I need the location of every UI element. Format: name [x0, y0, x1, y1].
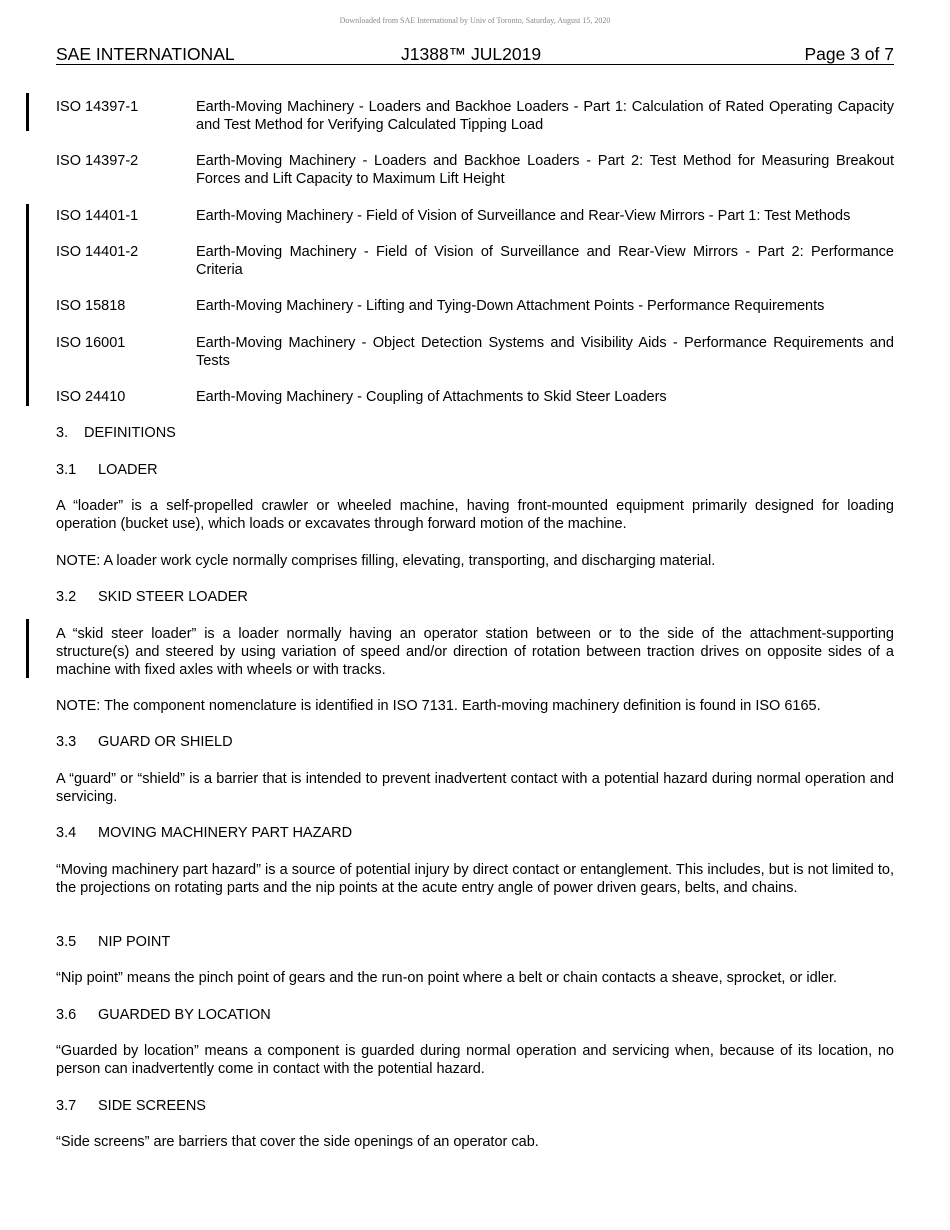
definition-text: “Nip point” means the pinch point of gears and the run-on point where a belt or chain contacts a sheave, sprocket, or idler.	[56, 970, 838, 986]
definition-number: 3.7	[56, 1098, 77, 1114]
reference-code: ISO 15818	[56, 298, 126, 314]
reference-code: ISO 14401-1	[56, 208, 139, 224]
reference-item	[56, 207, 894, 225]
reference-item	[56, 297, 894, 315]
definition-number: 3.6	[56, 1007, 77, 1023]
definition-title: GUARD OR SHIELD	[98, 734, 233, 750]
page-header	[56, 44, 894, 65]
definition-heading	[56, 1006, 271, 1024]
definition-heading	[56, 1097, 206, 1115]
reference-title: Earth-Moving Machinery - Field of Vision of Surveillance and Rear-View Mirrors - Part 1: Test Methods	[196, 208, 851, 224]
reference-item	[56, 98, 894, 134]
definition-note: NOTE: The component nomenclature is identified in ISO 7131. Earth-moving machinery definition is found in ISO 6165.	[56, 698, 821, 714]
definition-title: LOADER	[98, 462, 158, 478]
reference-item	[56, 388, 894, 406]
definition-number: 3.5	[56, 934, 77, 950]
download-watermark: Downloaded from SAE International by Univ of Toronto, Saturday, August 15, 2020	[339, 16, 611, 25]
change-bar	[26, 204, 29, 406]
reference-title: Earth-Moving Machinery - Coupling of Attachments to Skid Steer Loaders	[196, 389, 667, 405]
definition-title: NIP POINT	[98, 934, 171, 950]
definition-title: SIDE SCREENS	[98, 1098, 206, 1114]
section-number: 3.	[56, 425, 69, 441]
section-title: DEFINITIONS	[84, 425, 176, 441]
reference-title: Earth-Moving Machinery - Object Detection Systems and Visibility Aids - Performance Requirements and Tests	[196, 335, 894, 369]
reference-item	[56, 152, 894, 188]
definition-title: SKID STEER LOADER	[98, 589, 248, 605]
definition-number: 3.2	[56, 589, 77, 605]
header-page-label: Page 3 of 7	[804, 44, 894, 64]
definition-heading	[56, 933, 170, 951]
definition-note: NOTE: A loader work cycle normally comprises filling, elevating, transporting, and discharging material.	[56, 553, 716, 569]
change-bar	[26, 619, 29, 678]
definition-heading	[56, 733, 233, 751]
reference-code: ISO 14397-2	[56, 153, 139, 169]
reference-title: Earth-Moving Machinery - Field of Vision of Surveillance and Rear-View Mirrors - Part 2: Performance Criteria	[196, 244, 894, 278]
reference-code: ISO 16001	[56, 335, 126, 351]
definition-heading	[56, 588, 248, 606]
reference-title: Earth-Moving Machinery - Loaders and Backhoe Loaders - Part 1: Calculation of Rated Operating Capacity and Test Method for Verifying Calculated Tipping Load	[196, 99, 894, 133]
header-document-id: J1388™ JUL2019	[401, 44, 542, 64]
definition-text: A “guard” or “shield” is a barrier that is intended to prevent inadvertent contact with a potential hazard during normal operation and servicing.	[56, 771, 894, 805]
definition-number: 3.3	[56, 734, 77, 750]
definition-text: “Guarded by location” means a component is guarded during normal operation and servicing when, because of its location, no person can inadvertently come in contact with the potential hazard.	[56, 1043, 894, 1077]
reference-code: ISO 24410	[56, 389, 126, 405]
definition-heading	[56, 461, 158, 479]
reference-item	[56, 243, 894, 279]
reference-item	[56, 334, 894, 370]
definition-heading	[56, 824, 352, 842]
definition-number: 3.4	[56, 825, 77, 841]
section-heading	[56, 424, 176, 442]
reference-title: Earth-Moving Machinery - Lifting and Tying-Down Attachment Points - Performance Requirements	[196, 298, 825, 314]
reference-code: ISO 14397-1	[56, 99, 139, 115]
definition-text: “Side screens” are barriers that cover the side openings of an operator cab.	[56, 1134, 539, 1150]
header-organization: SAE INTERNATIONAL	[56, 44, 235, 64]
definition-text: A “skid steer loader” is a loader normally having an operator station between or to the side of the attachment-supporting structure(s) and steered by using variation of speed and/or direction of rotation between traction drives on opposite sides of a machine with fixed axles with wheels or with tracks.	[56, 626, 894, 678]
definition-text: “Moving machinery part hazard” is a source of potential injury by direct contact or entanglement. This includes, but is not limited to, the projections on rotating parts and the nip points at the acute entry angle of power driven gears, belts, and chains.	[56, 862, 894, 896]
change-bar	[26, 93, 29, 131]
definition-title: MOVING MACHINERY PART HAZARD	[98, 825, 353, 841]
reference-code: ISO 14401-2	[56, 244, 139, 260]
definition-title: GUARDED BY LOCATION	[98, 1007, 271, 1023]
definition-number: 3.1	[56, 462, 77, 478]
reference-title: Earth-Moving Machinery - Loaders and Backhoe Loaders - Part 2: Test Method for Measuring Breakout Forces and Lift Capacity to Maximum Lift Height	[196, 153, 894, 187]
definition-text: A “loader” is a self-propelled crawler or wheeled machine, having front-mounted equipment primarily designed for loading operation (bucket use), which loads or excavates through forward motion of the machine.	[56, 498, 894, 532]
